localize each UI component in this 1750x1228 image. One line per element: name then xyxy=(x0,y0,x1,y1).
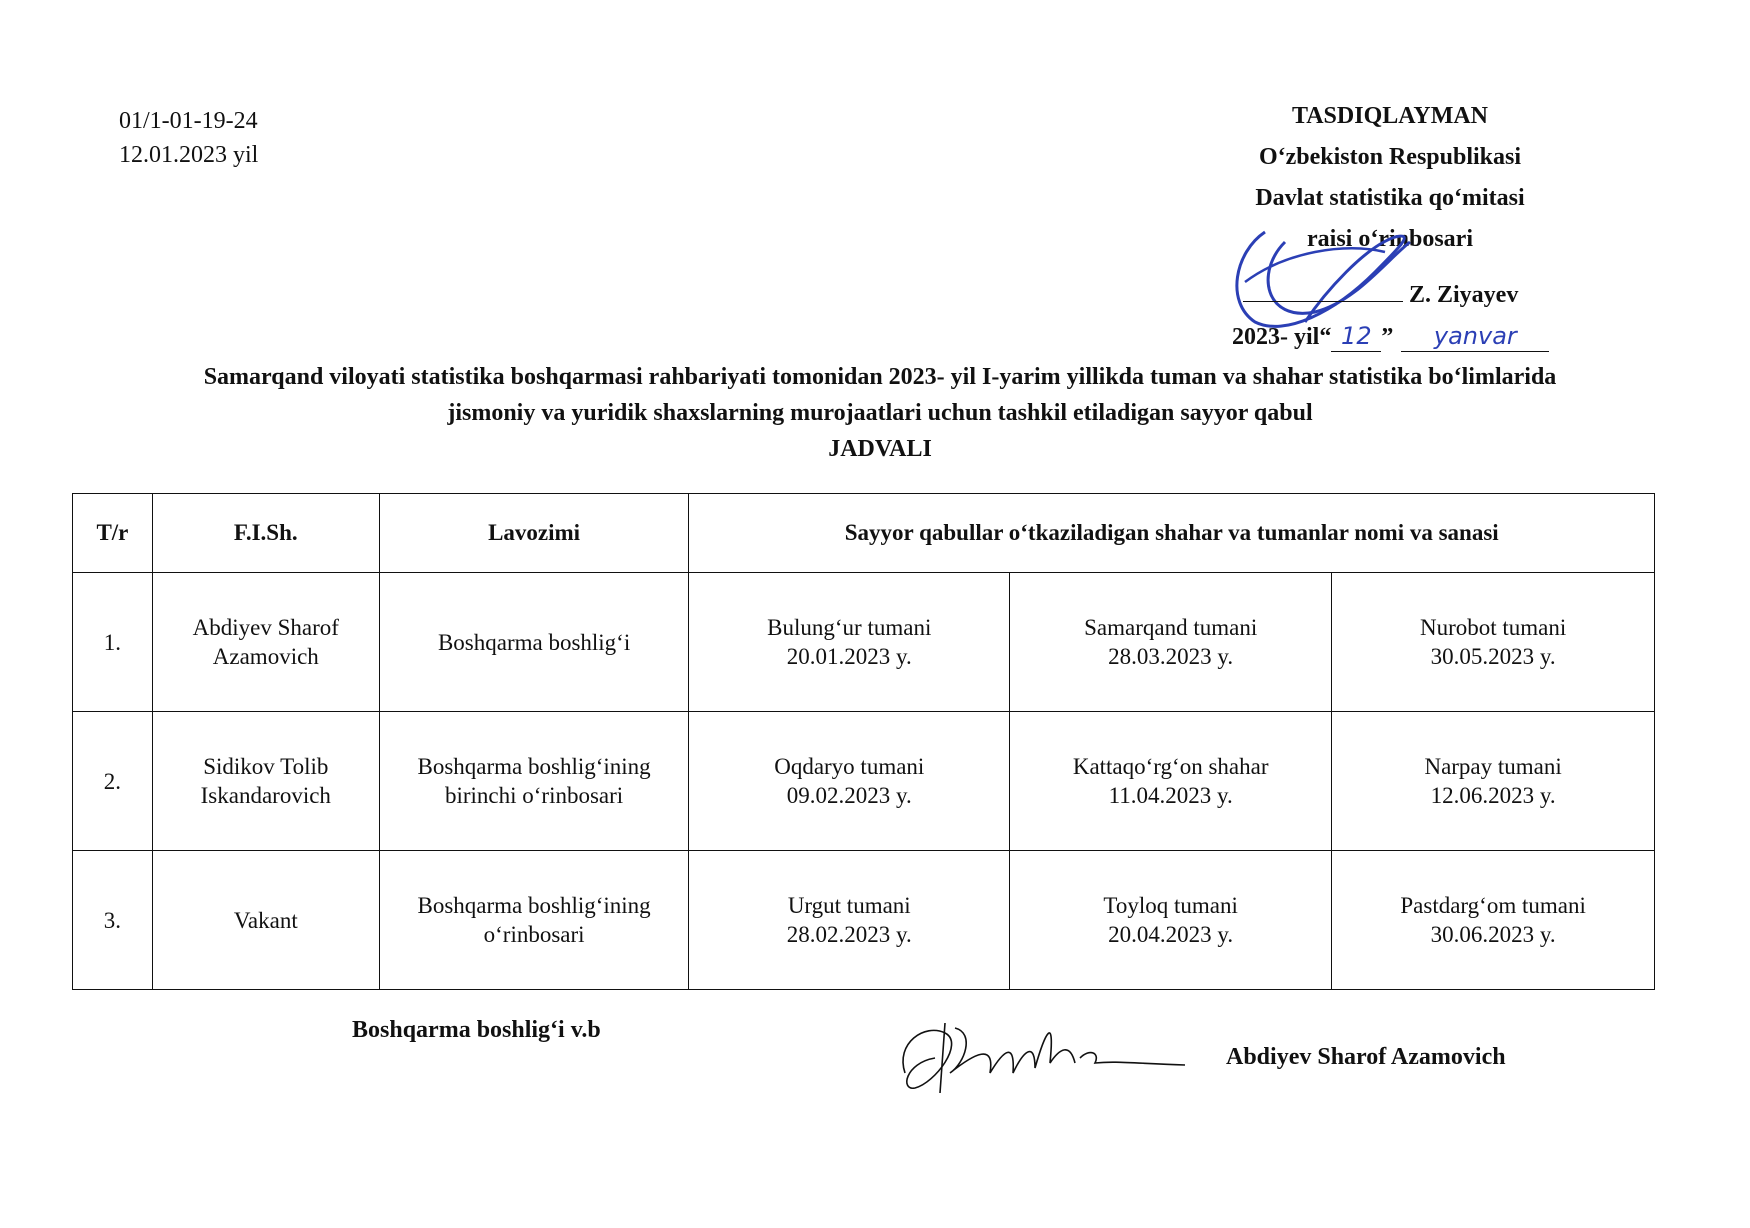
visit-cell xyxy=(689,851,1010,990)
approval-line-2: O‘zbekiston Respublikasi xyxy=(1258,144,1522,170)
visit-date: 11.04.2023 y. xyxy=(1108,783,1233,808)
header-visits: Sayyor qabullar o‘tkaziladigan shahar va tumanlar nomi va sanasi xyxy=(689,494,1655,573)
document-date: 12.01.2023 yil xyxy=(119,142,259,168)
approval-line-3: Davlat statistika qo‘mitasi xyxy=(1255,185,1525,211)
visit-date: 30.06.2023 y. xyxy=(1430,922,1556,947)
visit-place: Narpay tumani xyxy=(1424,754,1562,779)
visit-date: 30.05.2023 y. xyxy=(1430,644,1556,669)
row-position: Boshqarma boshlig‘i xyxy=(379,573,689,712)
visit-cell xyxy=(1332,712,1655,851)
row-number: 3. xyxy=(73,851,153,990)
signature-blank xyxy=(1243,301,1403,302)
row-number: 2. xyxy=(73,712,153,851)
visit-place: Oqdaryo tumani xyxy=(774,754,925,779)
visit-date: 28.03.2023 y. xyxy=(1108,644,1234,669)
approval-year: 2023- yil xyxy=(1232,324,1320,350)
approval-signature-line xyxy=(1243,282,1518,309)
footer-name: Abdiyev Sharof Azamovich xyxy=(1226,1044,1506,1070)
row-number: 1. xyxy=(73,573,153,712)
visit-date: 20.01.2023 y. xyxy=(786,644,912,669)
header-name: F.I.Sh. xyxy=(152,494,379,573)
visit-place: Toyloq tumani xyxy=(1103,893,1238,918)
row-position: Boshqarma boshlig‘ining o‘rinbosari xyxy=(379,851,689,990)
row-name: Sidikov Tolib Iskandarovich xyxy=(152,712,379,851)
footer-signature xyxy=(885,1003,1195,1103)
approval-block xyxy=(1205,96,1575,260)
header-position: Lavozimi xyxy=(379,494,689,573)
title-heading: JADVALI xyxy=(828,436,932,462)
visit-place: Kattaqo‘rg‘on shahar xyxy=(1072,754,1269,779)
visit-cell xyxy=(689,712,1010,851)
approval-date: 2023- yil“ 12 ” yanvar xyxy=(1232,322,1549,352)
visit-cell xyxy=(1010,712,1332,851)
visit-place: Pastdarg‘om tumani xyxy=(1400,893,1586,918)
table-row xyxy=(73,851,1655,990)
approval-signer: Z. Ziyayev xyxy=(1409,282,1519,308)
schedule-table xyxy=(72,493,1655,990)
visit-cell xyxy=(1010,573,1332,712)
footer-position: Boshqarma boshlig‘i v.b xyxy=(352,1017,601,1043)
visit-cell xyxy=(1332,573,1655,712)
visit-cell xyxy=(1332,851,1655,990)
visit-date: 12.06.2023 y. xyxy=(1430,783,1556,808)
table-row xyxy=(73,573,1655,712)
approval-heading: TASDIQLAYMAN xyxy=(1291,103,1489,129)
row-position: Boshqarma boshlig‘ining birinchi o‘rinbosari xyxy=(379,712,689,851)
header-number: T/r xyxy=(73,494,153,573)
approval-line-4: raisi o‘rinbosari xyxy=(1307,226,1473,252)
visit-place: Samarqand tumani xyxy=(1084,615,1258,640)
visit-date: 09.02.2023 y. xyxy=(786,783,912,808)
visit-place: Nurobot tumani xyxy=(1419,615,1567,640)
document-title xyxy=(80,362,1680,465)
visit-date: 20.04.2023 y. xyxy=(1108,922,1234,947)
table-header-row xyxy=(73,494,1655,573)
row-name: Abdiyev Sharof Azamovich xyxy=(152,573,379,712)
document-number: 01/1-01-19-24 xyxy=(119,108,258,134)
table-row xyxy=(73,712,1655,851)
row-name: Vakant xyxy=(152,851,379,990)
title-main: Samarqand viloyati statistika boshqarmasi rahbariyati tomonidan 2023- yil I-yarim yillikda tuman va shahar statistika bo‘limlarida xyxy=(203,364,1557,390)
document-reference xyxy=(119,104,258,172)
visit-place: Bulung‘ur tumani xyxy=(767,615,932,640)
visit-place: Urgut tumani xyxy=(787,893,911,918)
title-line-2: jismoniy va yuridik shaxslarning murojaatlari uchun tashkil etiladigan sayyor qabul xyxy=(447,400,1313,426)
approval-day: 12 xyxy=(1341,322,1372,350)
visit-date: 28.02.2023 y. xyxy=(786,922,912,947)
approval-month: yanvar xyxy=(1433,322,1517,350)
visit-cell xyxy=(1010,851,1332,990)
visit-cell xyxy=(689,573,1010,712)
